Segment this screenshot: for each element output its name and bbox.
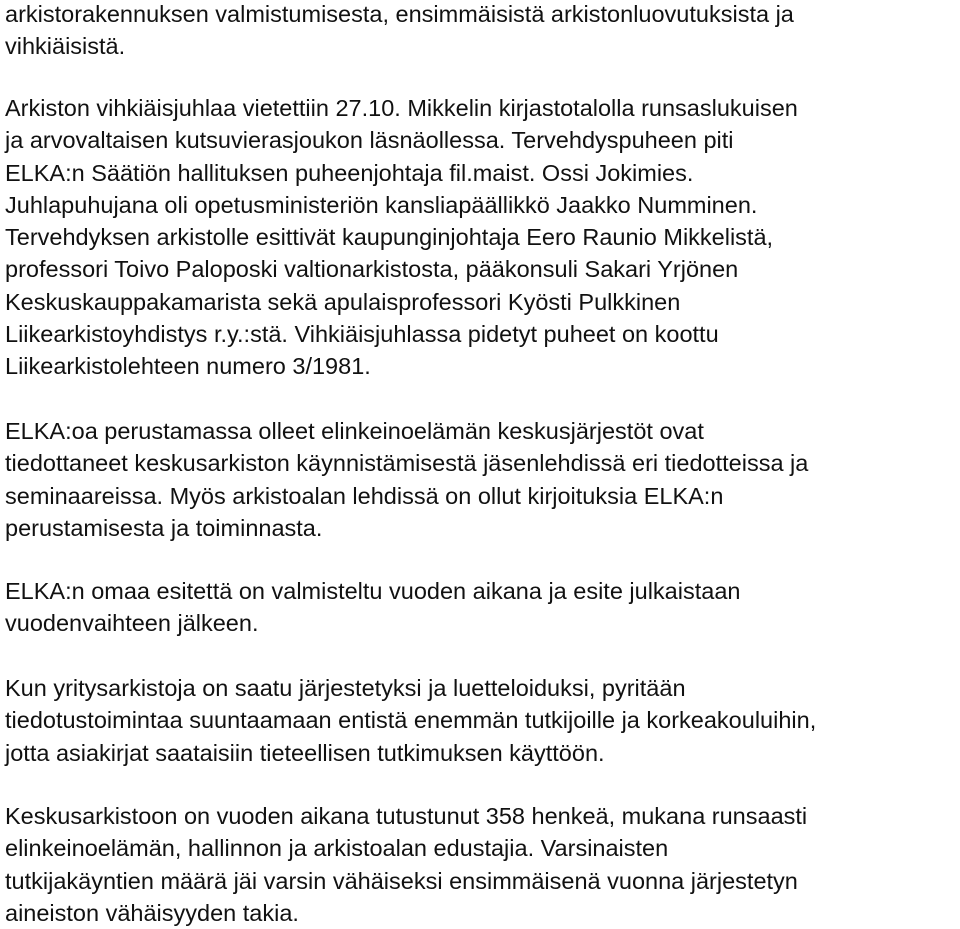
paragraph-communications xyxy=(5,415,808,544)
text-line: Juhlapuhujana oli opetusministeriön kansliapäällikkö Jaakko Numminen. xyxy=(5,191,758,218)
text-line: Kun yritysarkistoja on saatu järjestetyksi ja luetteloiduksi, pyritään xyxy=(5,675,686,701)
text-line: Liikearkistoyhdistys r.y.:stä. Vihkiäisjuhlassa pidetyt puheet on koottu xyxy=(5,321,719,348)
text-line: tutkijakäyntien määrä jäi varsin vähäiseksi ensimmäisenä vuonna järjestetyn xyxy=(5,867,798,894)
text-line: jotta asiakirjat saataisiin tieteellisen tutkimuksen käyttöön. xyxy=(5,739,605,766)
text-line: vihkiäisistä. xyxy=(5,33,126,60)
paragraph-brochure xyxy=(5,575,740,640)
text-line: tiedottaneet keskusarkiston käynnistämisestä jäsenlehdissä eri tiedotteissa ja xyxy=(5,450,809,477)
paragraph-inauguration xyxy=(5,92,798,383)
text-line: ELKA:oa perustamassa olleet elinkeinoelämän keskusjärjestöt ovat xyxy=(5,418,704,444)
text-line: ja arvovaltaisen kutsuvierasjoukon läsnäollessa. Tervehdyspuheen piti xyxy=(5,127,734,154)
text-line: Arkiston vihkiäisjuhlaa vietettiin 27.10. Mikkelin kirjastotalolla runsaslukuisen xyxy=(5,95,798,121)
text-line: Tervehdyksen arkistolle esittivät kaupunginjohtaja Eero Raunio Mikkelistä, xyxy=(5,224,774,251)
paragraph-research-outreach xyxy=(5,672,816,769)
paragraph-visitors xyxy=(5,800,807,929)
text-line: aineiston vähäisyyden takia. xyxy=(5,899,299,926)
text-line: Keskuskauppakamarista sekä apulaisprofessori Kyösti Pulkkinen xyxy=(5,288,681,315)
text-line: tiedotustoimintaa suuntaamaan entistä enemmän tutkijoille ja korkeakouluihin, xyxy=(5,707,817,734)
text-line: arkistorakennuksen valmistumisesta, ensimmäisistä arkistonluovutuksista ja xyxy=(5,1,794,27)
text-line: seminaareissa. Myös arkistoalan lehdissä on ollut kirjoituksia ELKA:n xyxy=(5,482,724,509)
text-line: elinkeinoelämän, hallinnon ja arkistoalan edustajia. Varsinaisten xyxy=(5,835,669,862)
text-line: vuodenvaihteen jälkeen. xyxy=(5,610,259,637)
text-line: Keskusarkistoon on vuoden aikana tutustunut 358 henkeä, mukana runsaasti xyxy=(5,803,808,829)
text-line: ELKA:n omaa esitettä on valmisteltu vuoden aikana ja esite julkaistaan xyxy=(5,578,741,604)
text-line: ELKA:n Säätiön hallituksen puheenjohtaja fil.maist. Ossi Jokimies. xyxy=(5,159,694,186)
text-line: perustamisesta ja toiminnasta. xyxy=(5,514,323,541)
paragraph-archive-completion xyxy=(5,0,794,63)
text-line: professori Toivo Paloposki valtionarkistosta, pääkonsuli Sakari Yrjönen xyxy=(5,256,739,283)
text-line: Liikearkistolehteen numero 3/1981. xyxy=(5,353,371,380)
